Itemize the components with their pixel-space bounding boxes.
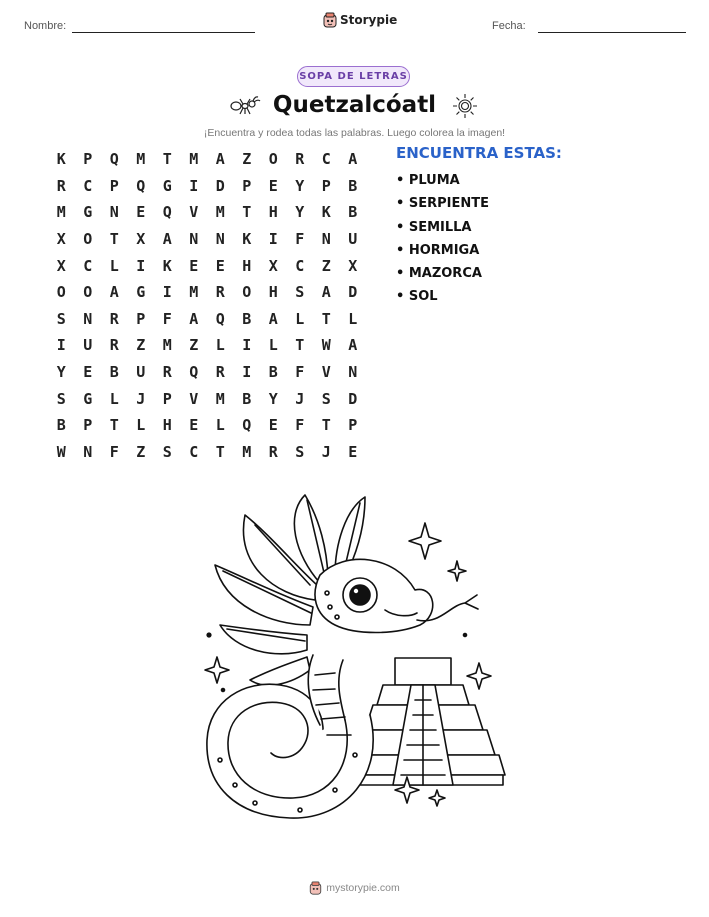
grid-cell[interactable]: S [295, 283, 305, 302]
grid-cell[interactable]: O [83, 283, 93, 302]
grid-cell[interactable]: T [215, 442, 225, 461]
grid-cell[interactable]: Q [189, 363, 199, 382]
grid-cell[interactable]: H [242, 256, 252, 275]
grid-cell[interactable]: E [189, 416, 199, 435]
footer [0, 881, 709, 895]
grid-cell[interactable]: R [56, 176, 66, 195]
grid-cell[interactable]: K [242, 230, 252, 249]
grid-cell[interactable]: Y [268, 389, 278, 408]
coloring-illustration[interactable] [195, 485, 515, 830]
grid-cell[interactable]: P [162, 389, 172, 408]
grid-cell[interactable]: X [136, 230, 146, 249]
sun-icon [451, 92, 479, 120]
grid-cell[interactable]: J [295, 389, 305, 408]
grid-cell[interactable]: P [83, 416, 93, 435]
name-label: Nombre: [24, 20, 67, 32]
grid-cell[interactable]: B [348, 176, 358, 195]
grid-cell[interactable]: T [109, 230, 119, 249]
grid-cell[interactable]: Y [56, 363, 66, 382]
letter-grid[interactable] [48, 146, 366, 465]
grid-cell[interactable]: K [162, 256, 172, 275]
grid-cell[interactable]: Q [242, 416, 252, 435]
grid-cell[interactable]: L [348, 309, 358, 328]
grid-cell[interactable]: N [109, 203, 119, 222]
grid-cell[interactable]: P [242, 176, 252, 195]
grid-cell[interactable]: Y [295, 176, 305, 195]
storypie-mascot-icon [323, 12, 337, 28]
grid-cell[interactable]: S [56, 309, 66, 328]
grid-cell[interactable]: S [56, 389, 66, 408]
grid-cell[interactable]: E [348, 442, 358, 461]
word-item: • HORMIGA [396, 242, 480, 258]
word-list-title: ENCUENTRA ESTAS: [396, 144, 562, 162]
grid-cell[interactable]: N [189, 230, 199, 249]
grid-cell[interactable]: V [189, 389, 199, 408]
grid-cell[interactable]: T [109, 416, 119, 435]
grid-cell[interactable]: H [268, 203, 278, 222]
grid-cell[interactable]: N [215, 230, 225, 249]
grid-cell[interactable]: I [268, 230, 278, 249]
grid-cell[interactable]: H [162, 416, 172, 435]
grid-cell[interactable]: B [242, 389, 252, 408]
grid-cell[interactable]: Z [242, 150, 252, 169]
date-label: Fecha: [492, 20, 526, 32]
grid-cell[interactable]: R [215, 363, 225, 382]
grid-cell[interactable]: M [242, 442, 252, 461]
grid-cell[interactable]: D [348, 389, 358, 408]
grid-cell[interactable]: P [136, 309, 146, 328]
grid-cell[interactable]: I [242, 336, 252, 355]
grid-cell[interactable]: C [83, 256, 93, 275]
grid-cell[interactable]: R [109, 309, 119, 328]
grid-cell[interactable]: M [162, 336, 172, 355]
grid-cell[interactable]: Z [136, 336, 146, 355]
grid-cell[interactable]: T [321, 416, 331, 435]
grid-cell[interactable]: G [83, 389, 93, 408]
grid-cell[interactable]: L [295, 309, 305, 328]
grid-cell[interactable]: E [83, 363, 93, 382]
grid-cell[interactable]: B [242, 309, 252, 328]
grid-cell[interactable]: L [215, 416, 225, 435]
word-item: • SOL [396, 289, 438, 305]
grid-cell[interactable]: Q [162, 203, 172, 222]
grid-cell[interactable]: D [215, 176, 225, 195]
grid-cell[interactable]: H [268, 283, 278, 302]
grid-cell[interactable]: S [295, 442, 305, 461]
grid-cell[interactable]: L [109, 389, 119, 408]
grid-cell[interactable]: U [83, 336, 93, 355]
grid-cell[interactable]: R [162, 363, 172, 382]
grid-cell[interactable]: G [162, 176, 172, 195]
grid-cell[interactable]: N [83, 309, 93, 328]
grid-cell[interactable]: T [242, 203, 252, 222]
grid-cell[interactable]: P [348, 416, 358, 435]
grid-cell[interactable]: E [215, 256, 225, 275]
grid-cell[interactable]: A [348, 336, 358, 355]
grid-cell[interactable]: O [56, 283, 66, 302]
grid-cell[interactable]: W [56, 442, 66, 461]
grid-cell[interactable]: L [109, 256, 119, 275]
grid-cell[interactable]: I [242, 363, 252, 382]
grid-cell[interactable]: I [189, 176, 199, 195]
grid-cell[interactable]: T [321, 309, 331, 328]
grid-cell[interactable]: C [189, 442, 199, 461]
grid-cell[interactable]: K [56, 150, 66, 169]
grid-cell[interactable]: P [83, 150, 93, 169]
grid-cell[interactable]: C [83, 176, 93, 195]
grid-cell[interactable]: B [109, 363, 119, 382]
activity-badge: SOPA DE LETRAS [297, 66, 410, 87]
name-line[interactable] [72, 32, 255, 33]
grid-cell[interactable]: Q [109, 150, 119, 169]
grid-cell[interactable]: E [268, 176, 278, 195]
grid-cell[interactable]: X [268, 256, 278, 275]
grid-cell[interactable]: U [348, 230, 358, 249]
grid-cell[interactable]: B [268, 363, 278, 382]
grid-cell[interactable]: A [268, 309, 278, 328]
grid-cell[interactable]: Z [321, 256, 331, 275]
grid-cell[interactable]: X [56, 256, 66, 275]
grid-cell[interactable]: P [321, 176, 331, 195]
grid-cell[interactable]: Q [215, 309, 225, 328]
grid-cell[interactable]: D [348, 283, 358, 302]
grid-cell[interactable]: A [162, 230, 172, 249]
instructions: ¡Encuentra y rodea todas las palabras. Luego colorea la imagen! [203, 127, 506, 139]
brand-logo [323, 12, 397, 28]
grid-cell[interactable]: F [295, 416, 305, 435]
grid-cell[interactable]: J [321, 442, 331, 461]
brand-name: Storypie [340, 13, 398, 27]
grid-cell[interactable]: A [215, 150, 225, 169]
grid-cell[interactable]: N [83, 442, 93, 461]
grid-cell[interactable]: I [162, 283, 172, 302]
grid-cell[interactable]: M [56, 203, 66, 222]
grid-cell[interactable]: O [242, 283, 252, 302]
grid-cell[interactable]: M [189, 150, 199, 169]
grid-cell[interactable]: G [83, 203, 93, 222]
grid-cell[interactable]: C [295, 256, 305, 275]
grid-cell[interactable]: K [321, 203, 331, 222]
grid-cell[interactable]: B [56, 416, 66, 435]
grid-cell[interactable]: M [189, 283, 199, 302]
grid-cell[interactable]: J [136, 389, 146, 408]
word-item: • MAZORCA [396, 266, 482, 282]
grid-cell[interactable]: M [215, 203, 225, 222]
grid-cell[interactable]: V [189, 203, 199, 222]
grid-cell[interactable]: Y [295, 203, 305, 222]
grid-cell[interactable]: L [268, 336, 278, 355]
grid-cell[interactable]: T [162, 150, 172, 169]
grid-cell[interactable]: R [109, 336, 119, 355]
storypie-mascot-icon [309, 881, 322, 895]
grid-cell[interactable]: V [321, 363, 331, 382]
grid-cell[interactable]: C [321, 150, 331, 169]
grid-cell[interactable]: T [295, 336, 305, 355]
grid-cell[interactable]: N [321, 230, 331, 249]
grid-cell[interactable]: R [268, 442, 278, 461]
footer-url[interactable]: mystorypie.com [326, 882, 400, 894]
grid-cell[interactable]: F [162, 309, 172, 328]
grid-cell[interactable]: Z [189, 336, 199, 355]
grid-cell[interactable]: X [56, 230, 66, 249]
grid-cell[interactable]: U [136, 363, 146, 382]
grid-cell[interactable]: E [189, 256, 199, 275]
grid-cell[interactable]: E [136, 203, 146, 222]
word-item: • PLUMA [396, 173, 460, 188]
grid-cell[interactable]: X [348, 256, 358, 275]
grid-cell[interactable]: Z [136, 442, 146, 461]
page-title: Quetzalcóatl [272, 92, 437, 118]
word-item: • SERPIENTE [396, 196, 489, 212]
grid-cell[interactable]: B [348, 203, 358, 222]
date-line[interactable] [538, 32, 686, 33]
grid-cell[interactable]: M [136, 150, 146, 169]
grid-cell[interactable]: R [215, 283, 225, 302]
grid-cell[interactable]: S [321, 389, 331, 408]
grid-cell[interactable]: F [109, 442, 119, 461]
grid-cell[interactable]: Q [136, 176, 146, 195]
grid-cell[interactable]: L [215, 336, 225, 355]
grid-cell[interactable]: R [295, 150, 305, 169]
word-list [396, 171, 489, 311]
grid-cell[interactable]: G [136, 283, 146, 302]
grid-cell[interactable]: A [348, 150, 358, 169]
grid-cell[interactable]: O [83, 230, 93, 249]
grid-cell[interactable]: M [215, 389, 225, 408]
grid-cell[interactable]: E [268, 416, 278, 435]
grid-cell[interactable]: I [136, 256, 146, 275]
grid-cell[interactable]: F [295, 363, 305, 382]
grid-cell[interactable]: P [109, 176, 119, 195]
grid-cell[interactable]: L [136, 416, 146, 435]
grid-cell[interactable]: F [295, 230, 305, 249]
grid-cell[interactable]: W [321, 336, 331, 355]
grid-cell[interactable]: I [56, 336, 66, 355]
grid-cell[interactable]: A [321, 283, 331, 302]
grid-cell[interactable]: N [348, 363, 358, 382]
grid-cell[interactable]: A [109, 283, 119, 302]
word-item: • SEMILLA [396, 219, 472, 235]
grid-cell[interactable]: S [162, 442, 172, 461]
grid-cell[interactable]: O [268, 150, 278, 169]
grid-cell[interactable]: A [189, 309, 199, 328]
